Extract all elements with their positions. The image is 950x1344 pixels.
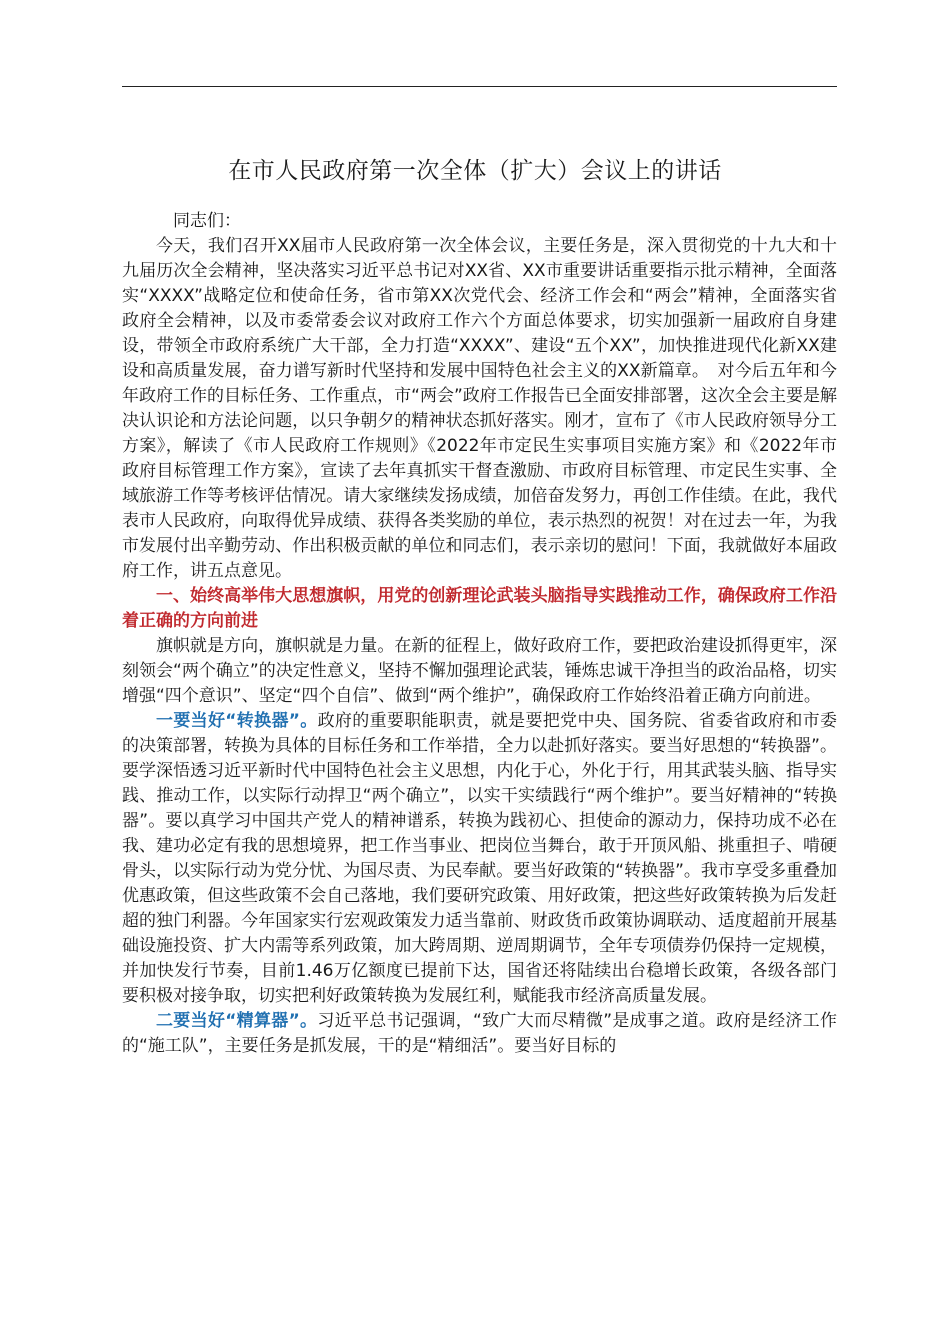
point-1-text: 政府的重要职能职责，就是要把党中央、国务院、省委省政府和市委的决策部署，转换为具体的目标任务和工作举措，全力以赴抓好落实。要当好思想的“转换器”。要学深悟透习近平新时代中国特色社会主义思想，内化于心，外化于行，用其武装头脑、指导实践、推动工作，以实际行动捍卫“两个确立”，以实干实绩践行“两个维护”。要当好精神的“转换器”。要以真学习中国共产党人的精神谱系，转换为践初心、担使命的源动力，保持功成不必在我、建功必定有我的思想境界，把工作当事业、把岗位当舞台，敢于开顶风船、挑重担子、啃硬骨头，以实际行动为党分忧、为国尽责、为民奉献。要当好政策的“转换器”。我市享受多重叠加优惠政策，但这些政策不会自己落地，我们要研究政策、用好政策，把这些好政策转换为后发赶超的独门利器。今年国家实行宏观政策发力适当靠前、财政货币政策协调联动、适度超前开展基础设施投资、扩大内需等系列政策，加大跨周期、逆周期调节，全年专项债券仍保持一定规模，并加快发行节奏，目前1.46万亿额度已提前下达，国省还将陆续出台稳增长政策，各级各部门要积极对接争取，切实把利好政策转换为发展红利，赋能我市经济高质量发展。 bbox=[122, 711, 837, 1006]
header-rule bbox=[122, 86, 837, 87]
salutation: 同志们： bbox=[173, 211, 241, 231]
section-1-paragraph: 旗帜就是方向，旗帜就是力量。在新的征程上，做好政府工作，要把政治建设抓得更牢，深刻领会“两个确立”的决定性意义，坚持不懈加强理论武装，锤炼忠诚干净担当的政治品格，切实增强“四个意识”、坚定“四个自信”、做到“两个维护”，确保政府工作始终沿着正确方向前进。 bbox=[122, 636, 837, 706]
point-2-text: 习近平总书记强调，“致广大而尽精微”是成事之道。政府是经济工作的“施工队”，主要任务是抓发展，干的是“精细活”。要当好目标的 bbox=[122, 1011, 837, 1056]
point-2-lead: 二要当好“精算器”。 bbox=[156, 1011, 318, 1031]
intro-paragraph: 今天，我们召开XX届市人民政府第一次全体会议，主要任务是，深入贯彻党的十九大和十九届历次全会精神，坚决落实习近平总书记对XX省、XX市重要讲话重要指示批示精神，全面落实“XXXX”战略定位和使命任务，省市第XX次党代会、经济工作会和“两会”精神，全面落实省政府全会精神，以及市委常委会议对政府工作六个方面总体要求，切实加强新一届政府自身建设，带领全市政府系统广大干部，全力打造“XXXX”、建设“五个XX”，加快推进现代化新XX建设和高质量发展，奋力谱写新时代坚持和发展中国特色社会主义的XX新篇章。 对今后五年和今年政府工作的目标任务、工作重点，市“两会”政府工作报告已全面安排部署，这次全会主要是解决认识论和方法论问题，以只争朝夕的精神状态抓好落实。刚才，宣布了《市人民政府领导分工方案》，解读了《市人民政府工作规则》《2022年市定民生实事项目实施方案》和《2022年市政府目标管理工作方案》，宣读了去年真抓实干督查激励、市政府目标管理、市定民生实事、全域旅游工作等考核评估情况。请大家继续发扬成绩，加倍奋发努力，再创工作佳绩。在此，我代表市人民政府，向取得优异成绩、获得各类奖励的单位，表示热烈的祝贺！对在过去一年，为我市发展付出辛勤劳动、作出积极贡献的单位和同志们，表示亲切的慰问！下面，我就做好本届政府工作，讲五点意见。 bbox=[122, 236, 837, 581]
point-1-lead: 一要当好“转换器”。 bbox=[156, 711, 318, 731]
document-body bbox=[122, 209, 837, 1059]
point-2-paragraph bbox=[122, 1009, 837, 1059]
point-1-paragraph bbox=[122, 709, 837, 1009]
document-title: 在市人民政府第一次全体（扩大）会议上的讲话 bbox=[228, 158, 722, 184]
section-1-heading: 一、始终高举伟大思想旗帜，用党的创新理论武装头脑指导实践推动工作，确保政府工作沿着正确的方向前进 bbox=[122, 586, 837, 631]
